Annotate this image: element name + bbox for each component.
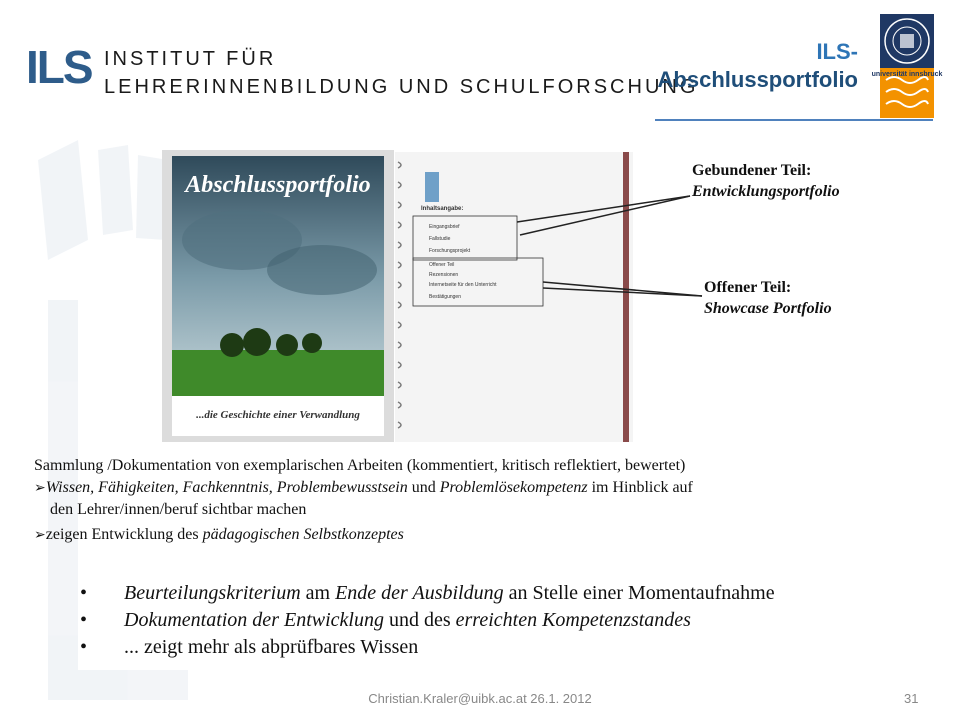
institute-name-line1: INSTITUT FÜR (104, 48, 277, 70)
list-item (80, 607, 775, 634)
body-line-teacher-profession: den Lehrer/innen/beruf sichtbar machen (50, 501, 307, 518)
body-line-collection: Sammlung /Dokumentation von exemplarischen Arbeiten (kommentiert, kritisch reflektiert, bewertet) (34, 457, 686, 474)
bound-part-value: Entwicklungsportfolio (692, 183, 840, 200)
bullet-text-italic: Ende der Ausbildung (335, 582, 504, 604)
list-item (80, 634, 775, 661)
bound-part-annotation (692, 160, 840, 202)
body-text: zeigen Entwicklung des (45, 526, 203, 543)
toc-item: Bestätigungen (429, 294, 461, 300)
body-line-development (34, 524, 404, 547)
institute-name-line2: LEHRERINNENBILDUNG UND SCHULFORSCHUNG (104, 76, 699, 98)
cover-subtitle: ...die Geschichte einer Verwandlung (196, 409, 360, 421)
bullet-text-italic: Dokumentation der Entwicklung (124, 609, 384, 631)
open-part-value: Showcase Portfolio (704, 300, 832, 317)
bullet-dot-icon: • (80, 636, 88, 658)
cover-title: Abschlussportfolio (185, 172, 371, 198)
header-divider (655, 119, 933, 121)
body-text-italic: Wissen, Fähigkeiten, Fachkenntnis, Problembewusstsein (45, 479, 408, 496)
open-part-annotation (704, 277, 832, 319)
body-line-competencies (34, 477, 693, 500)
body-text-italic: Problemlösekompetenz (439, 479, 588, 496)
toc-item: Rezensionen (429, 272, 459, 278)
ils-logo: ILS (26, 41, 92, 93)
page-title (658, 38, 858, 94)
bullet-text: ... zeigt mehr als abprüfbares Wissen (124, 636, 419, 658)
body-text: und (407, 479, 440, 496)
bullet-dot-icon: • (80, 582, 88, 604)
toc-heading: Inhaltsangabe: (421, 206, 464, 212)
bullet-dot-icon: • (80, 609, 88, 631)
footer-text: Christian.Kraler@uibk.ac.at 26.1. 2012 (368, 691, 592, 706)
university-logo (871, 14, 943, 118)
body-text: im Hinblick auf (587, 479, 693, 496)
arrow-bullet-icon: ➢ (34, 528, 46, 543)
bullet-text-italic: Beurteilungskriterium (124, 582, 301, 604)
toc-item: Offener Teil (429, 262, 455, 268)
list-item (80, 580, 775, 607)
body-text-italic: pädagogischen Selbstkonzeptes (202, 526, 404, 543)
toc-item: Fallstudie (429, 236, 451, 242)
bullet-text-italic: erreichten Kompetenzstandes (455, 609, 691, 631)
page-number: 31 (904, 691, 919, 706)
page-title-line2: Abschlussportfolio (657, 67, 858, 92)
toc-item: Forschungsprojekt (429, 248, 471, 254)
arrow-bullet-icon: ➢ (34, 481, 46, 496)
bullet-text: am (300, 582, 336, 604)
toc-item: Eingangsbrief (429, 224, 460, 230)
bullet-text: und des (383, 609, 456, 631)
bullet-text: an Stelle einer Momentaufnahme (503, 582, 775, 604)
toc-item: Internetseite für den Unterricht (429, 282, 497, 288)
bullet-list (80, 580, 775, 661)
page-title-line1: ILS- (816, 39, 858, 64)
open-part-label: Offener Teil: (704, 279, 792, 296)
portfolio-cover-photo (162, 150, 394, 442)
bound-part-label: Gebundener Teil: (692, 162, 812, 179)
university-logo-text: universität innsbruck (871, 71, 943, 78)
portfolio-toc-photo (395, 152, 633, 442)
